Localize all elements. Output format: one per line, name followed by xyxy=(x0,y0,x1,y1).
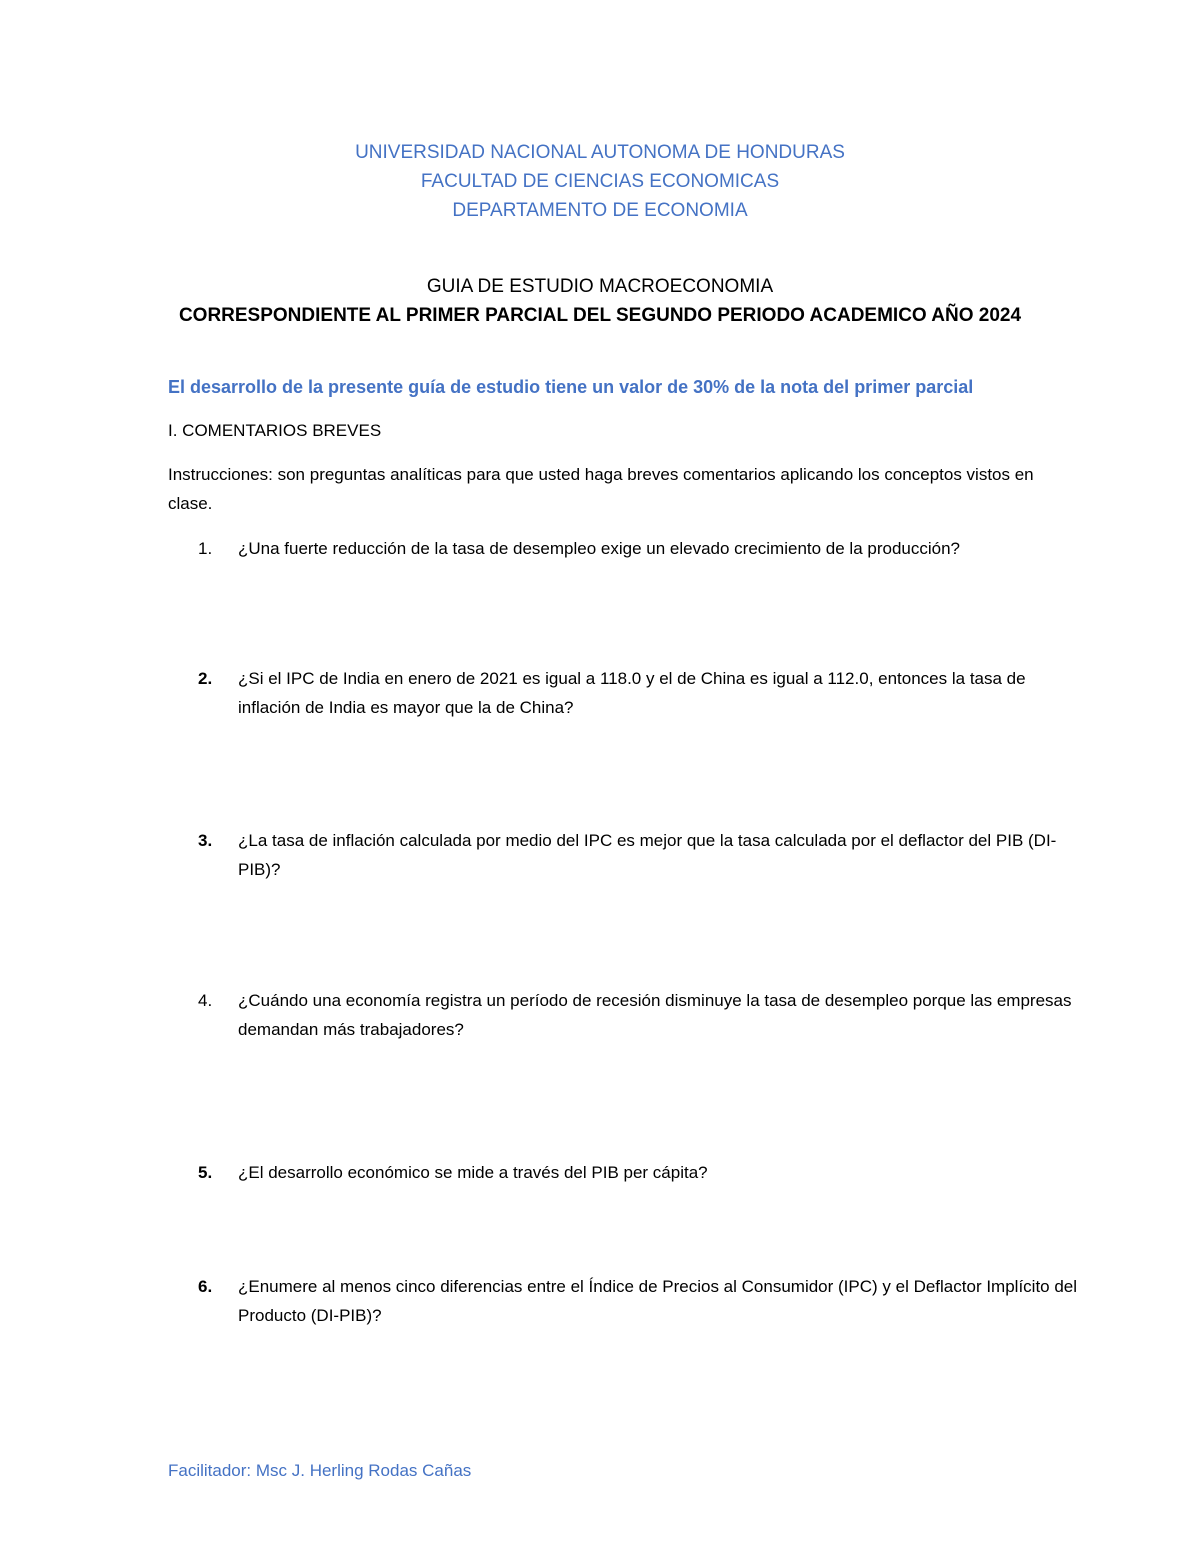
intro-note: El desarrollo de la presente guía de estudio tiene un valor de 30% de la nota del primer parcial xyxy=(168,377,974,397)
question-number: 3. xyxy=(198,831,213,850)
question-text: ¿Enumere al menos cinco diferencias entre el Índice de Precios al Consumidor (IPC) y el Deflactor Implícito del Producto (DI-PIB)? xyxy=(238,1277,1078,1325)
instructions-text: Instrucciones: son preguntas analíticas para que usted haga breves comentarios aplicando los conceptos vistos en clase. xyxy=(168,465,1034,513)
section-heading: I. COMENTARIOS BREVES xyxy=(168,421,382,440)
faculty-name: FACULTAD DE CIENCIAS ECONOMICAS xyxy=(420,171,780,192)
question-item xyxy=(198,826,1078,884)
question-item xyxy=(198,986,1078,1044)
question-number: 5. xyxy=(198,1163,213,1182)
question-item xyxy=(198,534,1078,563)
question-text: ¿La tasa de inflación calculada por medio del IPC es mejor que la tasa calculada por el deflactor del PIB (DI-PIB)? xyxy=(238,831,1057,879)
question-number: 4. xyxy=(198,991,213,1010)
footer-facilitator: Facilitador: Msc J. Herling Rodas Cañas xyxy=(168,1461,472,1480)
question-number: 6. xyxy=(198,1277,213,1296)
question-item xyxy=(198,664,1078,722)
university-name: UNIVERSIDAD NACIONAL AUTONOMA DE HONDURAS xyxy=(355,142,845,163)
question-number: 1. xyxy=(198,539,213,558)
department-name: DEPARTAMENTO DE ECONOMIA xyxy=(452,200,748,221)
question-text: ¿Si el IPC de India en enero de 2021 es igual a 118.0 y el de China es igual a 112.0, entonces la tasa de inflación de India es mayor que la de China? xyxy=(238,669,1026,717)
question-text: ¿Cuándo una economía registra un período de recesión disminuye la tasa de desempleo porque las empresas demandan más trabajadores? xyxy=(238,991,1072,1039)
question-item xyxy=(198,1272,1078,1330)
question-text: ¿Una fuerte reducción de la tasa de desempleo exige un elevado crecimiento de la producción? xyxy=(238,539,961,558)
title-line-2: CORRESPONDIENTE AL PRIMER PARCIAL DEL SEGUNDO PERIODO ACADEMICO AÑO 2024 xyxy=(178,305,1022,326)
question-number: 2. xyxy=(198,669,213,688)
question-item xyxy=(198,1158,1078,1187)
document-title xyxy=(0,272,1200,330)
institution-header xyxy=(0,138,1200,225)
question-text: ¿El desarrollo económico se mide a través del PIB per cápita? xyxy=(238,1163,708,1182)
title-line-1: GUIA DE ESTUDIO MACROECONOMIA xyxy=(426,276,774,297)
